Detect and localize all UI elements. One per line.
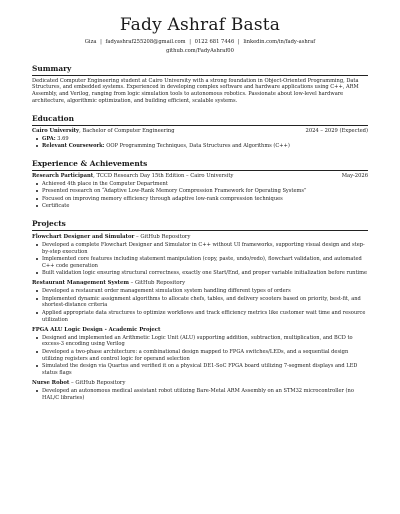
contact-linkedin-link[interactable]: linkedin.com/in/fady-ashraf [243,38,316,45]
contact-email-link[interactable]: fadyashraf255208@gmail.com [105,38,186,45]
section-title-education: Education [32,115,368,126]
project-heading [32,380,368,387]
project-heading [32,327,368,334]
project-details [32,335,368,377]
experience-date: May-2026 [341,172,368,179]
list-item: Achieved 4th place in the Computer Department [42,181,368,188]
education-institution [32,128,175,135]
project-repo-link[interactable]: – GitHub Repository [69,379,126,386]
project-details [32,388,368,402]
project-name: Nurse Robot [32,379,70,386]
list-item: Designed and implemented an Arithmetic Logic Unit (ALU) supporting addition, subtraction, multiplication, and BCD to excess-3 encoding using Verilog [42,335,368,349]
list-item: Developed an autonomous medical assistant robot utilizing Bare-Metal ARM Assembly on an STM32 microcontroller (no HAL/C libraries) [42,388,368,402]
education-coursework-label: Relevant Coursework: [42,143,105,150]
education-gpa-label: GPA: [42,135,56,142]
section-title-experience: Experience & Achievements [32,160,368,171]
education-dates: 2024 – 2029 (Expected) [305,127,368,134]
list-item: Developed a restaurant order management simulation system handling different types of orders [42,288,368,295]
list-item [42,143,368,150]
contact-phone: 0122 681 7446 [194,38,235,45]
project-repo-link[interactable]: – GitHub Repository [134,233,191,240]
list-item [42,136,368,143]
project-repo-link[interactable]: – GitHub Repository [128,280,186,287]
education-degree: , Bachelor of Computer Engineering [79,127,175,134]
education-entry [32,128,368,135]
list-item: Applied appropriate data structures to optimize workflows and track efficiency metrics like customer wait time and resource utilization [42,310,368,324]
list-item: Developed a complete Flowchart Designer and Simulator in C++ without UI frameworks, supporting visual design and step-by-step execution [42,242,368,256]
list-item: Built validation logic ensuring structural correctness, exactly one Start/End, and proper variable initialization before runtime [42,270,367,277]
contact-separator: | [237,38,240,45]
project-heading [32,234,368,241]
experience-details [32,181,368,210]
project-name: Restaurant Management System [32,280,129,287]
list-item: Implemented dynamic assignment algorithms to allocate chefs, tables, and delivery scooters based on priority, best-fit, and shortest-distance criteria [42,296,368,310]
contact-location: Giza [84,38,97,45]
applicant-name: Fady Ashraf Basta [119,15,281,35]
project-heading [32,280,368,287]
experience-heading [32,173,233,180]
project-details [32,288,368,323]
project-name: Flowchart Designer and Simulator [32,233,135,240]
contact-separator: | [100,38,102,45]
experience-org: , TCCD Research Day 15th Edition – Cairo University [93,172,234,179]
list-item: Focused on improving memory efficiency through adaptive low-rank compression techniques [42,196,368,203]
education-coursework-value: OOP Programming Techniques, Data Structures and Algorithms (C++) [104,143,290,150]
list-item[interactable]: Certificate [42,203,368,210]
list-item: Simulated the design via Quartus and verified it on a physical DE1-SoC FPGA board utilizing 7-segment displays and LED status flags [42,363,368,377]
education-details [32,136,368,150]
summary-text: Dedicated Computer Engineering student at Cairo University with a strong foundation in Object-Oriented Programming, Data Structures, and embedded systems. Experienced in developing complex software and hardware applications using C++, ARM Assembly, and Verilog, ranging from logic simulation tools to autonomous robotics. Passionate about low-level hardware architecture, algorithmic optimization, and building efficient, scalable systems. [32,77,359,104]
education-school: Cairo University [32,127,80,134]
list-item: Implemented core features including statement manipulation (copy, paste, undo/redo), flowchart validation, and automated C++ code generation [42,256,368,270]
section-title-summary: Summary [32,65,368,76]
contact-info [32,39,368,55]
list-item: Developed a two-phase architecture: a combinational design mapped to FPGA switches/LEDs, and a sequential design utilizing registers and control logic for operand selection [42,349,368,363]
section-title-projects: Projects [32,220,368,231]
contact-github-link[interactable]: github.com/FadyAshraf00 [166,48,234,55]
project-details [32,242,368,277]
contact-separator: | [189,38,191,45]
experience-entry [32,173,368,180]
list-item: Presented research on “Adaptive Low-Rank Memory Compression Framework for Operating Systems” [42,188,368,195]
experience-role: Research Participant [32,172,94,179]
education-gpa-value: 3.69 [55,135,69,142]
project-name: FPGA ALU Logic Design - Academic Project [32,326,161,333]
